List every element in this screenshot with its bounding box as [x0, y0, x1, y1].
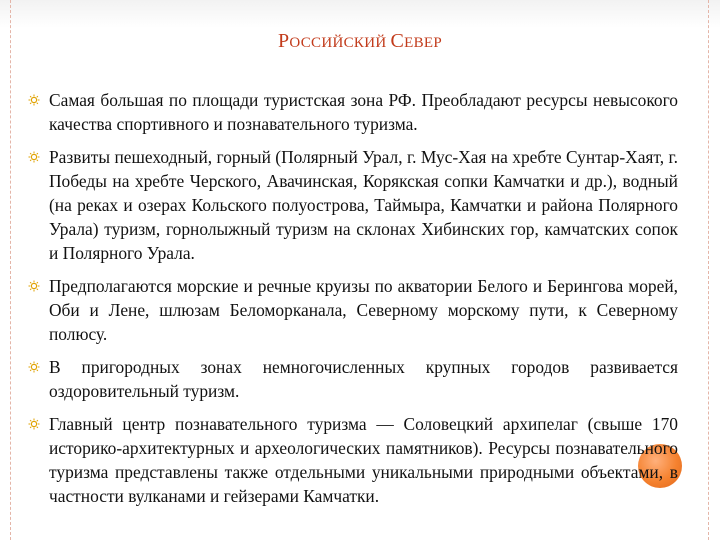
- sun-icon: [28, 94, 40, 106]
- list-item-text: Главный центр познавательного туризма — Соловецкий архипелаг (свыше 170 историко-архитектурных и археологических памятников). Ресурсы познавательного туризма представлены также отдельными уникальными природными объектами, в частности вулканами и гейзерами Камчатки.: [49, 414, 678, 506]
- list-item-text: Развиты пешеходный, горный (Полярный Урал, г. Мус-Хая на хребте Сунтар-Хаят, г. Победы на хребте Черского, Авачинская, Корякская сопки Камчатки и др.), водный (на реках и озерах Кольского полуострова, Таймыра, Камчатки и района Полярного Урала) туризм, горнолыжный туризм на склонах Хибинских гор, камчатских сопок и Полярного Урала.: [49, 147, 678, 263]
- sun-icon: [28, 361, 40, 373]
- sun-icon: [28, 418, 40, 430]
- list-item: [28, 355, 678, 403]
- list-item-text: Самая большая по площади туристская зона РФ. Преобладают ресурсы невысокого качества спортивного и познавательного туризма.: [49, 90, 678, 134]
- right-border-line: [708, 0, 709, 540]
- list-item: [28, 88, 678, 136]
- title-rest-2: ЕВЕР: [404, 35, 443, 51]
- list-item-text: В пригородных зонах немногочисленных крупных городов развивается оздоровительный туризм.: [49, 357, 678, 401]
- left-border-line: [10, 0, 11, 540]
- title-initial-1: Р: [277, 30, 290, 52]
- top-shade: [0, 0, 720, 28]
- sun-icon: [28, 151, 40, 163]
- sun-icon: [28, 280, 40, 292]
- title-initial-2: С: [390, 30, 405, 52]
- list-item-text: Предполагаются морские и речные круизы по акватории Белого и Берингова морей, Оби и Лене, шлюзам Беломорканала, Северному морскому пути, к Северному полюсу.: [49, 276, 678, 344]
- list-item: [28, 274, 678, 346]
- bullet-list: [28, 88, 678, 517]
- list-item: [28, 412, 678, 508]
- list-item: [28, 145, 678, 265]
- slide-title: [0, 30, 720, 53]
- title-rest-1: ОССИЙСКИЙ: [289, 35, 391, 51]
